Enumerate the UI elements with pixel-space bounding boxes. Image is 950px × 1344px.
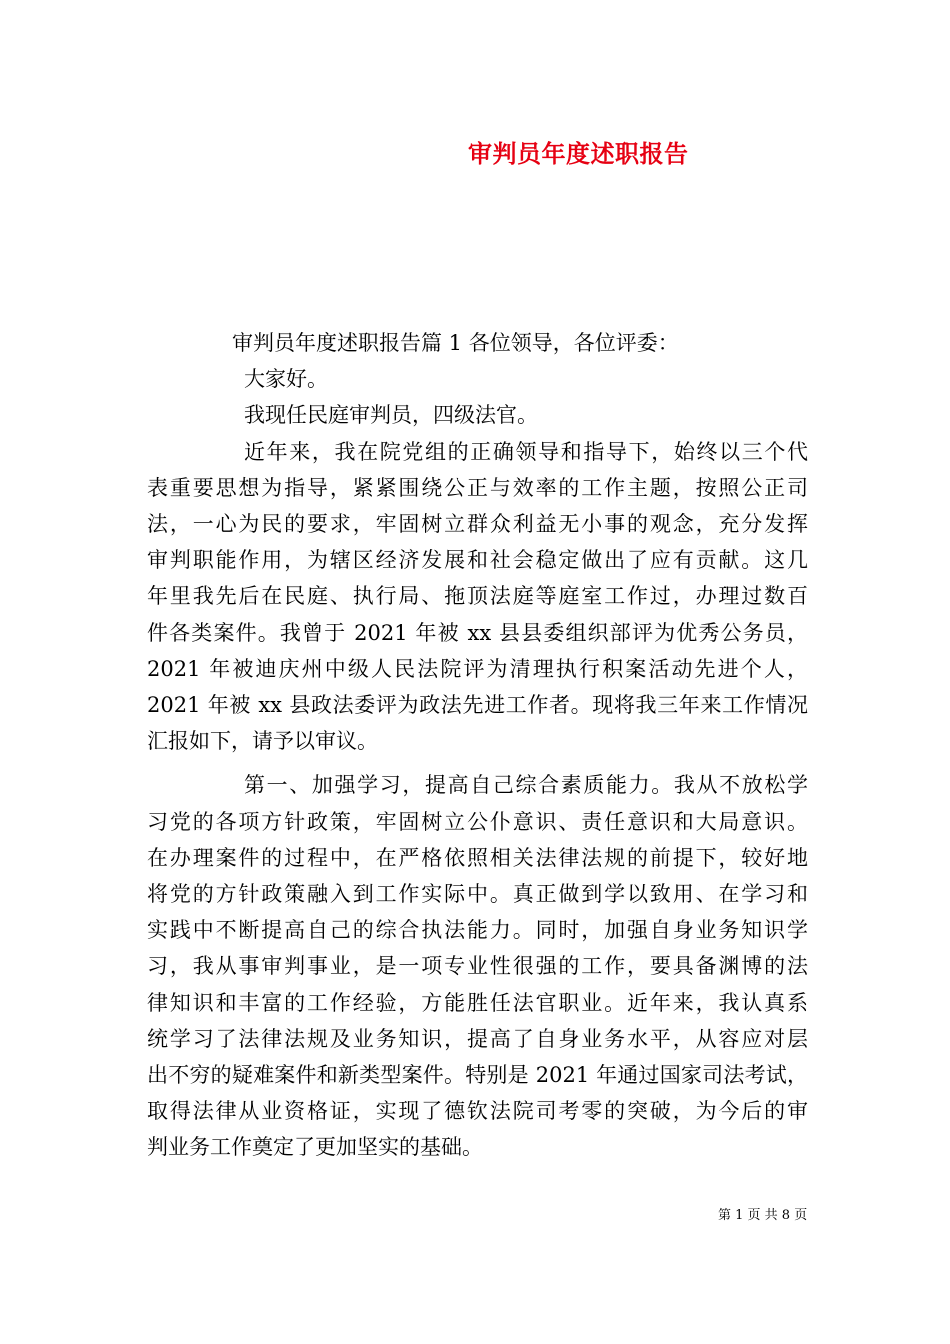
text-line: 审判职能作用，为辖区经济发展和社会稳定做出了应有贡献。这几 xyxy=(147,548,808,573)
page-number-footer: 第 1 页 共 8 页 xyxy=(718,1208,808,1223)
paragraph-section-one xyxy=(147,767,808,1165)
text-line: 2021 年被迪庆州中级人民法院评为清理执行积案活动先进个人， xyxy=(147,656,808,681)
text-line: 取得法律从业资格证，实现了德钦法院司考零的突破，为今后的审 xyxy=(147,1099,808,1124)
text-line: 大家好。 xyxy=(244,367,328,392)
text-line: 统学习了法律法规及业务知识，提高了自身业务水平，从容应对层 xyxy=(147,1026,808,1051)
text-line: 将党的方针政策融入到工作实际中。真正做到学以致用、在学习和 xyxy=(147,882,808,907)
document-title: 审判员年度述职报告 xyxy=(468,139,689,168)
document-body xyxy=(147,325,808,1166)
paragraph-position xyxy=(147,397,808,433)
text-line: 习党的各项方针政策，牢固树立公仆意识、责任意识和大局意识。 xyxy=(147,809,808,834)
text-line: 习，我从事审判事业，是一项专业性很强的工作，要具备渊博的法 xyxy=(147,954,808,979)
text-line: 年里我先后在民庭、执行局、拖顶法庭等庭室工作过，办理过数百 xyxy=(147,584,808,609)
text-line: 我现任民庭审判员，四级法官。 xyxy=(244,403,538,428)
text-line: 判业务工作奠定了更加坚实的基础。 xyxy=(147,1135,483,1160)
text-line: 第一、加强学习，提高自己综合素质能力。我从不放松学 xyxy=(244,773,808,798)
text-line: 律知识和丰富的工作经验，方能胜任法官职业。近年来，我认真系 xyxy=(147,990,808,1015)
text-line: 在办理案件的过程中，在严格依照相关法律法规的前提下，较好地 xyxy=(147,845,808,870)
paragraph-introduction xyxy=(147,434,808,760)
text-line: 汇报如下，请予以审议。 xyxy=(147,729,378,754)
text-line: 2021 年被 xx 县政法委评为政法先进工作者。现将我三年来工作情况 xyxy=(147,693,808,718)
text-line: 法，一心为民的要求，牢固树立群众利益无小事的观念，充分发挥 xyxy=(147,512,808,537)
paragraph-greeting-heading xyxy=(147,325,808,361)
text-line: 出不穷的疑难案件和新类型案件。特别是 2021 年通过国家司法考试， xyxy=(147,1063,808,1088)
text-line: 审判员年度述职报告篇 1 各位领导，各位评委： xyxy=(232,331,679,355)
text-line: 表重要思想为指导，紧紧围绕公正与效率的工作主题，按照公正司 xyxy=(147,475,808,500)
text-line: 件各类案件。我曾于 2021 年被 xx 县县委组织部评为优秀公务员， xyxy=(147,620,808,645)
text-line: 近年来，我在院党组的正确领导和指导下，始终以三个代 xyxy=(244,439,808,464)
text-line: 实践中不断提高自己的综合执法能力。同时，加强自身业务知识学 xyxy=(147,918,808,943)
paragraph-greeting xyxy=(147,361,808,397)
